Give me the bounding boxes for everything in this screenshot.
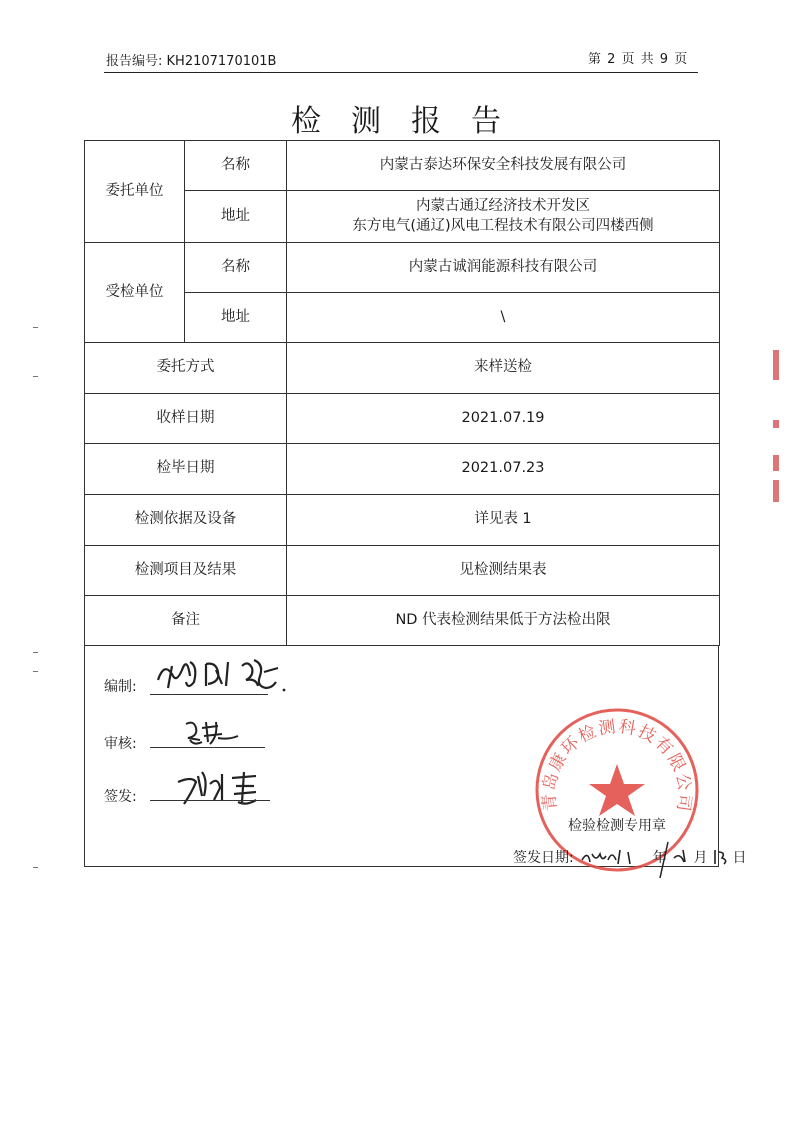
seal-edge-mark (773, 480, 779, 502)
inspected-address-label: 地址 (185, 293, 287, 343)
issuer-signature-icon (170, 764, 280, 810)
client-address-line1: 内蒙古通辽经济技术开发区 (416, 197, 590, 214)
seal-edge-mark (773, 350, 779, 380)
report-number (106, 50, 276, 69)
inspected-group-label: 受检单位 (85, 243, 185, 343)
client-address-value (287, 191, 720, 243)
row-value: ND 代表检测结果低于方法检出限 (287, 596, 720, 646)
page-info: 第 2 页 共 9 页 (588, 52, 688, 67)
table-row (85, 546, 720, 596)
signature-stroke-icon (652, 840, 672, 880)
handwritten-year-icon (578, 846, 648, 866)
client-name-value: 内蒙古泰达环保安全科技发展有限公司 (287, 141, 720, 191)
issue-date (513, 846, 746, 867)
row-label: 检测项目及结果 (85, 546, 287, 596)
editor-signature-icon (150, 650, 290, 696)
inspected-address-value: \ (287, 293, 720, 343)
row-label: 检测依据及设备 (85, 495, 287, 546)
row-value: 详见表 1 (287, 495, 720, 546)
row-label: 检毕日期 (85, 444, 287, 495)
editor-line (150, 694, 268, 695)
table-row (85, 596, 720, 646)
stamp-note: 检验检测专用章 (568, 818, 666, 834)
handwritten-month-icon (671, 846, 689, 866)
issue-date-day-unit: 日 (732, 850, 747, 866)
issue-date-year-unit: 年 (652, 850, 667, 866)
inspected-name-label: 名称 (185, 243, 287, 293)
row-label: 备注 (85, 596, 287, 646)
table-row (85, 394, 720, 444)
client-address-line2: 东方电气(通辽)风电工程技术有限公司四楼西侧 (352, 217, 654, 234)
row-value: 来样送检 (287, 343, 720, 394)
seal-edge-mark (773, 420, 779, 428)
reviewer-label: 审核: (104, 736, 137, 752)
table-row (85, 495, 720, 546)
row-label: 收样日期 (85, 394, 287, 444)
issuer-line (150, 800, 270, 801)
page-title: 检测报告 (291, 104, 531, 139)
header-divider (104, 72, 698, 73)
client-address-label: 地址 (185, 191, 287, 243)
row-label: 委托方式 (85, 343, 287, 394)
handwritten-day-icon (712, 846, 728, 866)
editor-label: 编制: (104, 679, 137, 695)
inspected-name-row (85, 243, 720, 293)
issue-date-month-unit: 月 (693, 850, 708, 866)
report-table (84, 140, 720, 646)
reviewer-signature-icon (180, 714, 250, 750)
row-value: 2021.07.19 (287, 394, 720, 444)
inspected-name-value: 内蒙古诚润能源科技有限公司 (287, 243, 720, 293)
row-value: 见检测结果表 (287, 546, 720, 596)
report-number-label: 报告编号: (106, 54, 163, 69)
table-row (85, 444, 720, 495)
seal-org-text: 青岛康环检测科技有限公司 (539, 716, 695, 815)
client-group-label: 委托单位 (85, 141, 185, 243)
report-number-value: KH2107170101B (166, 54, 277, 69)
table-row (85, 343, 720, 394)
client-name-label: 名称 (185, 141, 287, 191)
client-name-row (85, 141, 720, 191)
issuer-label: 签发: (104, 789, 137, 805)
reviewer-line (150, 747, 265, 748)
row-value: 2021.07.23 (287, 444, 720, 495)
issue-date-label: 签发日期: (513, 850, 574, 866)
seal-edge-mark (773, 455, 779, 471)
